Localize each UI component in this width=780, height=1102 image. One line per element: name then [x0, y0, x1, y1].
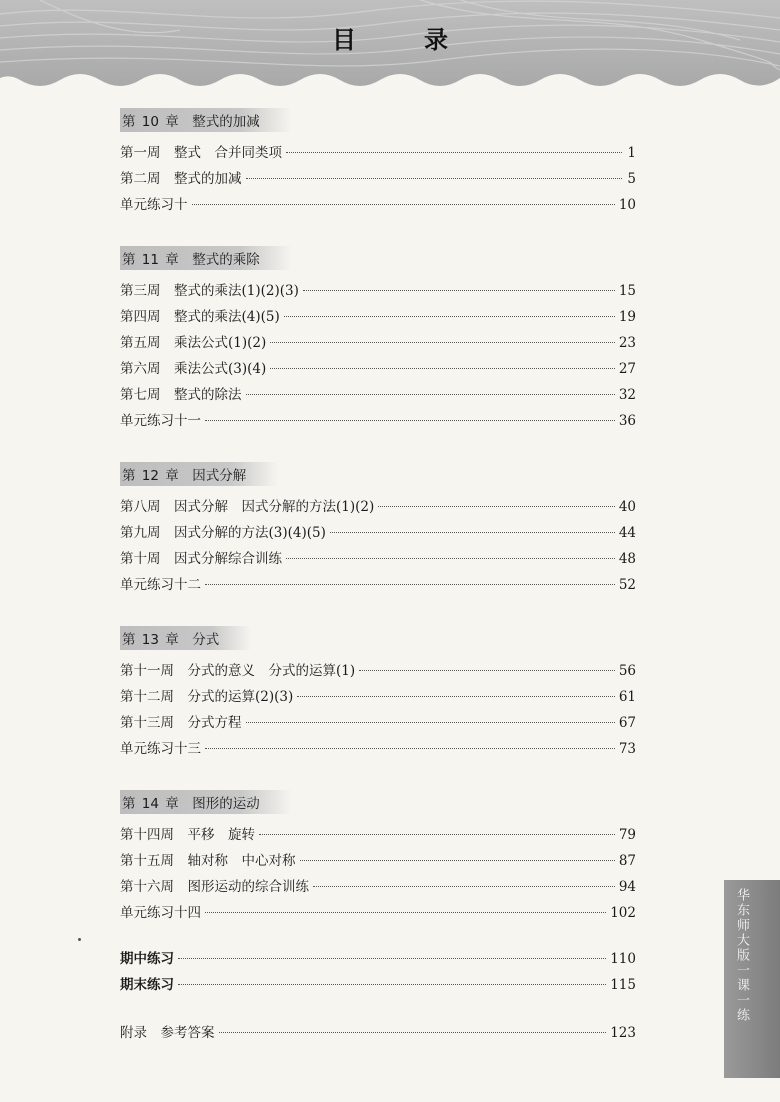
chapter-13 — [120, 626, 636, 762]
appendix-section — [120, 1020, 636, 1046]
entry-label: 单元练习十二 — [120, 577, 201, 593]
entry-page: 52 — [618, 577, 636, 593]
entry-page: 1 — [627, 145, 636, 161]
dot-leader — [270, 368, 615, 369]
entry-label: 单元练习十 — [120, 197, 188, 213]
chapter-heading: 第 14 章 图形的运动 — [120, 790, 292, 814]
entry-label: 期末练习 — [120, 977, 174, 993]
toc-entry[interactable] — [120, 874, 636, 900]
entry-page: 61 — [618, 689, 636, 705]
entry-label: 第五周 乘法公式(1)(2) — [120, 335, 267, 351]
entry-label: 第四周 整式的乘法(4)(5) — [120, 309, 280, 325]
toc-entry[interactable] — [120, 572, 636, 598]
entry-page: 79 — [618, 827, 636, 843]
dot-leader — [286, 558, 615, 559]
chapter-heading: 第 12 章 因式分解 — [120, 462, 278, 486]
page-title: 目 录 — [332, 26, 470, 54]
dot-leader — [330, 532, 615, 533]
exam-section — [120, 946, 636, 998]
toc-entry[interactable] — [120, 520, 636, 546]
side-tab-label: 华东师大版一课一练 — [734, 888, 749, 1023]
dot-leader — [284, 316, 615, 317]
entry-page: 48 — [618, 551, 636, 567]
entry-page: 5 — [627, 171, 636, 187]
toc-entry[interactable] — [120, 822, 636, 848]
toc-entry[interactable] — [120, 710, 636, 736]
toc-entry[interactable] — [120, 658, 636, 684]
toc-entry[interactable] — [120, 192, 636, 218]
entry-label: 第十六周 图形运动的综合训练 — [120, 879, 309, 895]
dot-leader — [205, 748, 615, 749]
dot-leader — [300, 860, 615, 861]
stray-mark — [78, 938, 81, 941]
entry-label: 第七周 整式的除法 — [120, 387, 242, 403]
table-of-contents — [120, 108, 636, 1046]
toc-entry-final[interactable] — [120, 972, 636, 998]
entry-label: 第二周 整式的加减 — [120, 171, 242, 187]
toc-entry[interactable] — [120, 736, 636, 762]
dot-leader — [297, 696, 615, 697]
toc-entry[interactable] — [120, 356, 636, 382]
chapter-heading: 第 13 章 分式 — [120, 626, 251, 650]
entry-label: 第十二周 分式的运算(2)(3) — [120, 689, 294, 705]
dot-leader — [205, 420, 615, 421]
entry-page: 19 — [618, 309, 636, 325]
chapter-heading: 第 10 章 整式的加减 — [120, 108, 292, 132]
toc-entry-midterm[interactable] — [120, 946, 636, 972]
dot-leader — [378, 506, 615, 507]
toc-entry[interactable] — [120, 494, 636, 520]
toc-entry[interactable] — [120, 140, 636, 166]
chapter-14 — [120, 790, 636, 926]
dot-leader — [246, 178, 623, 179]
dot-leader — [246, 394, 615, 395]
entry-page: 123 — [610, 1025, 636, 1041]
entry-page: 10 — [618, 197, 636, 213]
dot-leader — [246, 722, 615, 723]
chapter-12 — [120, 462, 636, 598]
entry-page: 115 — [610, 977, 636, 993]
toc-entry[interactable] — [120, 848, 636, 874]
dot-leader — [359, 670, 615, 671]
toc-entry[interactable] — [120, 278, 636, 304]
toc-entry[interactable] — [120, 330, 636, 356]
toc-entry[interactable] — [120, 166, 636, 192]
entry-page: 87 — [618, 853, 636, 869]
entry-label: 单元练习十三 — [120, 741, 201, 757]
entry-label: 第十周 因式分解综合训练 — [120, 551, 282, 567]
entry-page: 27 — [618, 361, 636, 377]
entry-label: 附录 参考答案 — [120, 1025, 215, 1041]
entry-label: 第九周 因式分解的方法(3)(4)(5) — [120, 525, 326, 541]
entry-page: 32 — [618, 387, 636, 403]
toc-entry-appendix[interactable] — [120, 1020, 636, 1046]
entry-page: 67 — [618, 715, 636, 731]
entry-page: 56 — [618, 663, 636, 679]
dot-leader — [259, 834, 615, 835]
entry-page: 15 — [618, 283, 636, 299]
entry-label: 单元练习十四 — [120, 905, 201, 921]
wave-pattern — [0, 0, 780, 112]
toc-entry[interactable] — [120, 900, 636, 926]
entry-page: 23 — [618, 335, 636, 351]
dot-leader — [178, 984, 606, 985]
dot-leader — [205, 584, 615, 585]
dot-leader — [286, 152, 622, 153]
entry-page: 44 — [618, 525, 636, 541]
entry-label: 第十三周 分式方程 — [120, 715, 242, 731]
entry-page: 102 — [610, 905, 636, 921]
header-wave-band — [0, 0, 780, 112]
entry-label: 期中练习 — [120, 951, 174, 967]
dot-leader — [205, 912, 606, 913]
toc-entry[interactable] — [120, 546, 636, 572]
dot-leader — [303, 290, 615, 291]
chapter-11 — [120, 246, 636, 434]
entry-label: 第十五周 轴对称 中心对称 — [120, 853, 296, 869]
entry-label: 第十一周 分式的意义 分式的运算(1) — [120, 663, 356, 679]
toc-entry[interactable] — [120, 684, 636, 710]
entry-label: 第六周 乘法公式(3)(4) — [120, 361, 267, 377]
toc-entry[interactable] — [120, 408, 636, 434]
entry-label: 第一周 整式 合并同类项 — [120, 145, 282, 161]
entry-page: 36 — [618, 413, 636, 429]
entry-page: 40 — [618, 499, 636, 515]
entry-page: 73 — [618, 741, 636, 757]
chapter-10 — [120, 108, 636, 218]
toc-entry[interactable] — [120, 304, 636, 330]
entry-label: 第十四周 平移 旋转 — [120, 827, 255, 843]
dot-leader — [178, 958, 606, 959]
toc-entry[interactable] — [120, 382, 636, 408]
entry-page: 110 — [610, 951, 636, 967]
entry-page: 94 — [618, 879, 636, 895]
chapter-heading: 第 11 章 整式的乘除 — [120, 246, 292, 270]
dot-leader — [313, 886, 615, 887]
dot-leader — [219, 1032, 607, 1033]
entry-label: 第八周 因式分解 因式分解的方法(1)(2) — [120, 499, 375, 515]
entry-label: 第三周 整式的乘法(1)(2)(3) — [120, 283, 299, 299]
entry-label: 单元练习十一 — [120, 413, 201, 429]
dot-leader — [192, 204, 615, 205]
dot-leader — [270, 342, 615, 343]
